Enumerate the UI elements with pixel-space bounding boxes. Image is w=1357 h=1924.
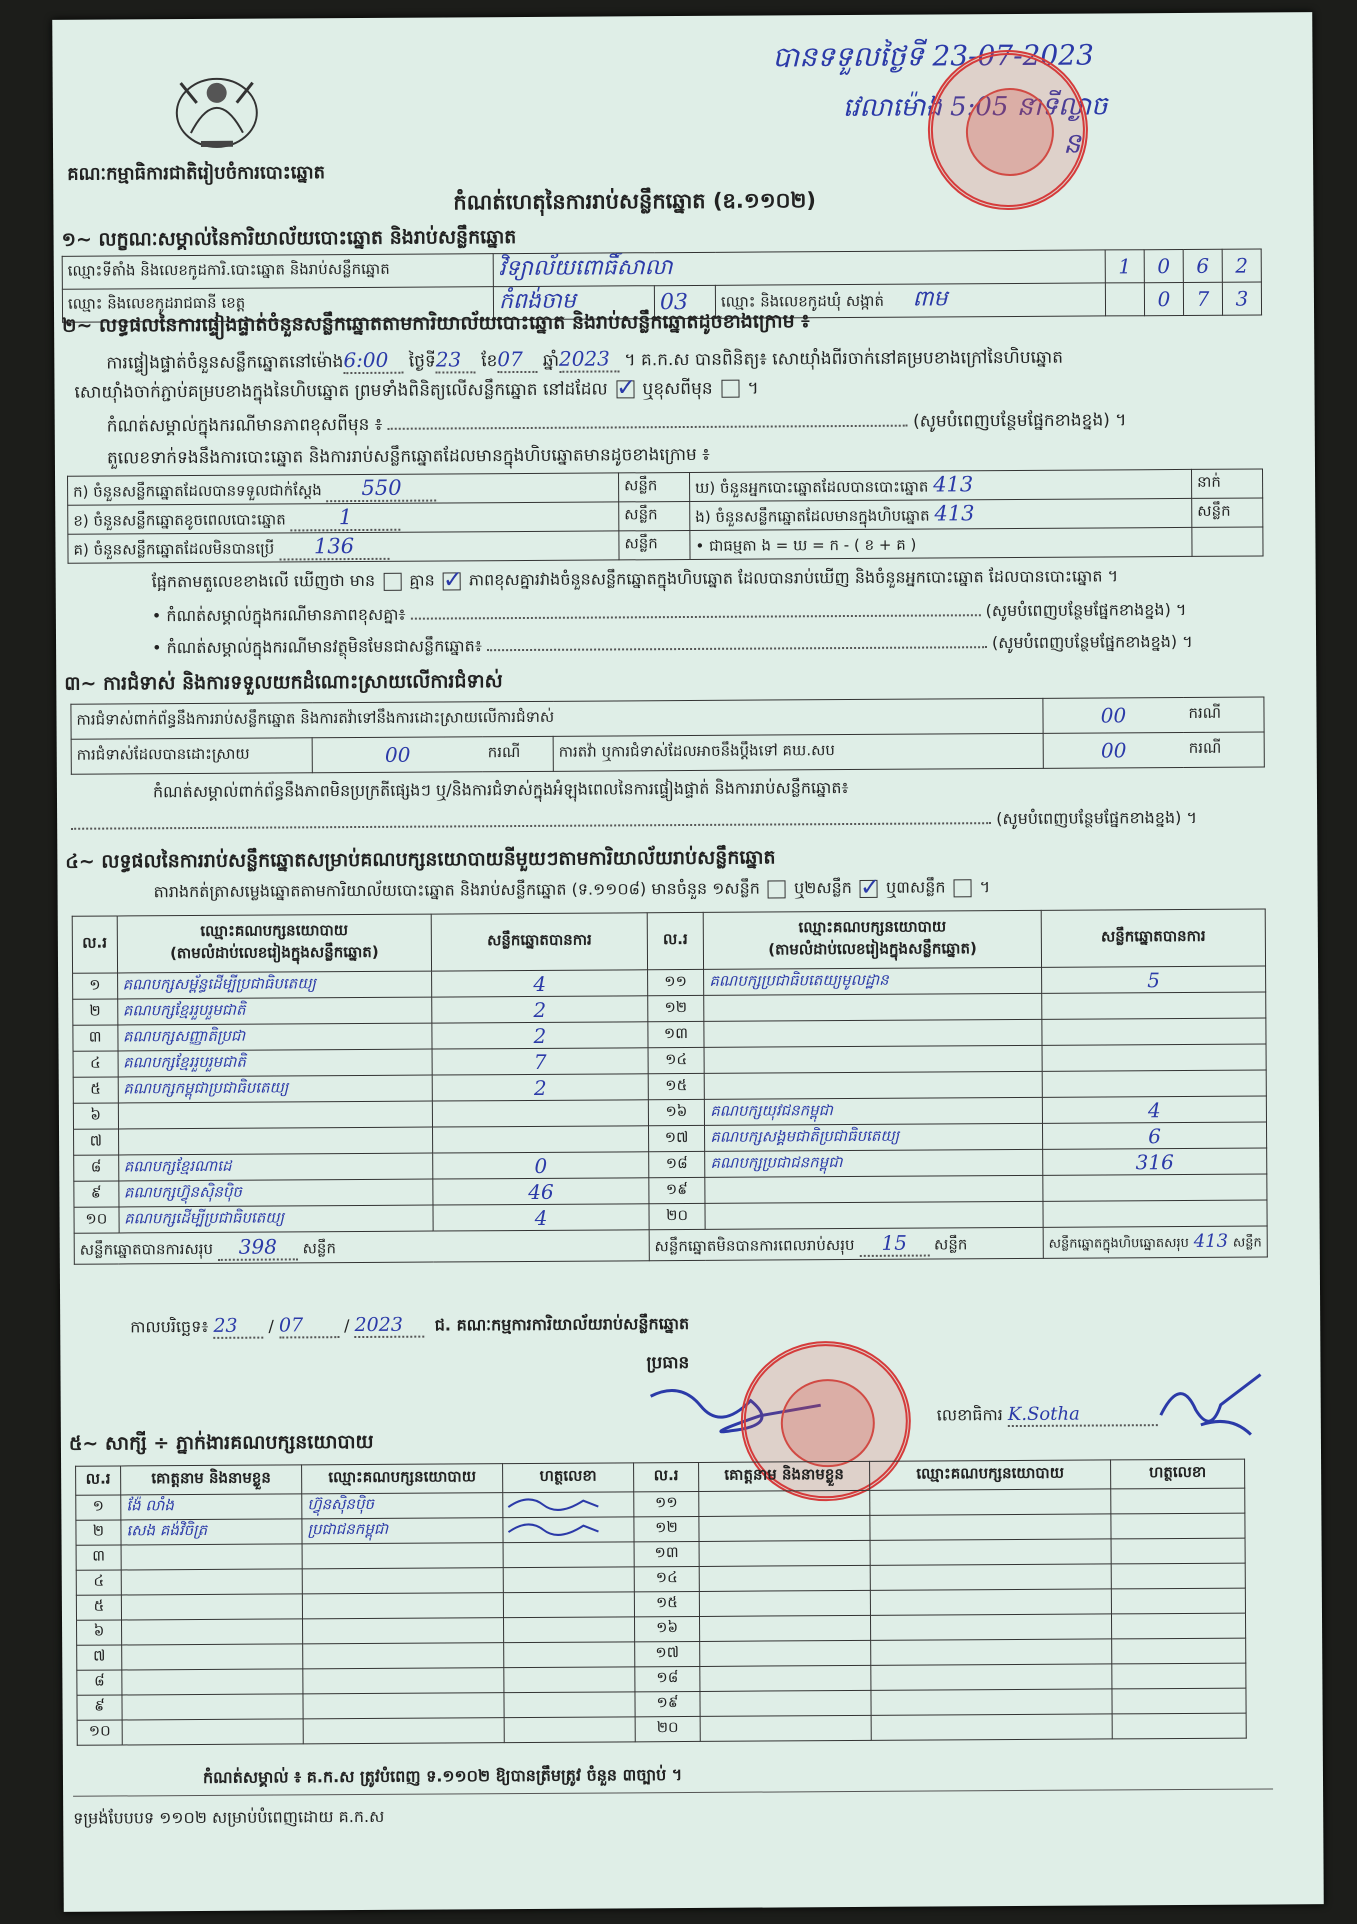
figure-right-value: 413: [934, 500, 975, 525]
objections-value: 00: [1043, 697, 1184, 733]
comparison-text-c: ភាពខុសគ្នារវាងចំនួនសន្លឹកឆ្នោតក្នុងហិបឆ្នោត ដែលបានរាប់ឃើញ និងចំនួនអ្នកបោះឆ្នោត ដែលបានបោះឆ្នោត ។: [468, 566, 1119, 590]
witness-col-sign-left: ហត្ថលេខា: [503, 1463, 634, 1493]
result-votes: 7: [432, 1048, 648, 1075]
objections-unit: ករណី: [1183, 697, 1264, 732]
different-label: ឬខុសពីមុន: [642, 378, 713, 400]
result-no: ១៨: [648, 1151, 705, 1177]
result-party: គណបក្សដើម្បីប្រជាធិបតេយ្យ: [118, 1205, 433, 1233]
date-day: 23: [213, 1315, 263, 1339]
verify-month: 07: [497, 347, 537, 373]
result-no: ១៩: [649, 1177, 706, 1203]
tally-text: តារាងកត់ត្រាសម្លេងឆ្នោតតាមការិយាល័យបោះឆ្នោត និងរាប់សន្លឹកឆ្នោត (ទ.១១០៨) មានចំនួន ១សន្លឹក: [153, 878, 760, 902]
tally-3-checkbox[interactable]: [954, 879, 972, 897]
result-no: ៣: [73, 1025, 118, 1051]
irregularity-hint: (សូមបំពេញបន្ថែមផ្នែកខាងខ្នង) ។: [996, 807, 1198, 829]
verify-year: 2023: [559, 346, 619, 372]
received-time: វេលាម៉ោង 5:05 នាទីល្ងាច: [842, 91, 1108, 124]
form-title: កំណត់ហេតុនៃការរាប់សន្លឹកឆ្នោត (ឧ.១១០២): [453, 188, 817, 215]
witness-party: [870, 1489, 1111, 1515]
result-votes: [1042, 1044, 1266, 1071]
result-party: គណបក្សប្រជាជនកម្ពុជា: [705, 1149, 1043, 1177]
verify-line-1: [106, 342, 1284, 377]
result-no: ២: [73, 999, 118, 1025]
results-col-no-left: ល.រ: [72, 916, 117, 973]
witness-col-party-right: ឈ្មោះគណបក្សនយោបាយ: [870, 1460, 1111, 1490]
witness-no: ៣: [76, 1545, 121, 1570]
witness-sign: [1112, 1638, 1246, 1664]
figure-left-value: 1: [290, 504, 400, 531]
witness-name: [122, 1669, 303, 1695]
witness-no: ២០: [635, 1716, 700, 1741]
witness-party: [870, 1514, 1111, 1540]
date-month: 07: [279, 1314, 339, 1338]
figure-right-cell: [690, 527, 1192, 559]
comparison-line: [152, 564, 1286, 595]
figure-left-unit: សន្លឹក: [619, 530, 690, 559]
result-no: ១២: [647, 995, 704, 1021]
bullet-difference-label: • កំណត់សម្គាល់ក្នុងករណីមានភាពខុសគ្នា៖: [151, 604, 406, 626]
section4-heading: ៤~ លទ្ធផលនៃការរាប់សន្លឹកឆ្នោតសម្រាប់គណបក្សនយោបាយនីមួយៗតាមការិយាល័យរាប់សន្លឹកឆ្នោត: [65, 846, 776, 873]
bullet-difference-field[interactable]: [411, 614, 981, 619]
result-party: [704, 1019, 1042, 1047]
verify-day: 23: [436, 347, 476, 373]
result-no: ៥: [73, 1077, 118, 1103]
witness-col-name-right: គោត្តនាម និងនាមខ្លួន: [699, 1461, 870, 1491]
witness-name: [699, 1565, 870, 1591]
witness-name: [121, 1594, 302, 1620]
results-col-votes-right: សន្លឹកឆ្នោតបានការ: [1041, 909, 1265, 967]
witness-sign: [503, 1517, 634, 1543]
figure-left-value: 136: [279, 533, 389, 560]
results-col-votes-left: សន្លឹកឆ្នោតបានការ: [432, 913, 648, 971]
witness-sign: [1111, 1488, 1245, 1514]
section5-heading: ៥~ សាក្សី ÷ ភ្នាក់ងារគណបក្សនយោបាយ: [68, 1430, 374, 1455]
witness-sign: [1112, 1688, 1246, 1714]
witness-no: ១៨: [635, 1666, 700, 1691]
secretary-label: លេខាធិការ: [936, 1405, 1003, 1425]
figure-right-label: • ជាធម្មតា ង = ឃ = ក - ( ខ + គ ): [695, 535, 917, 555]
difference-note-label: កំណត់សម្គាល់ក្នុងករណីមានភាពខុសពីមុន ៖: [106, 414, 383, 437]
secretary-mark: [1140, 1364, 1270, 1445]
commune-digit-blank: [1105, 283, 1144, 316]
figure-left-cell: [68, 531, 619, 563]
result-no: ៦: [73, 1103, 118, 1129]
result-party: គណបក្សសង្គមជាតិប្រជាធិបតេយ្យ: [705, 1123, 1043, 1151]
verify-text-b: ថ្ងៃទី: [408, 351, 436, 372]
result-party: [704, 993, 1042, 1021]
figure-left-label: ក) ចំនួនសន្លឹកឆ្នោតដែលបានទទួលជាក់ស្តែង: [73, 480, 322, 501]
witness-col-sign-right: ហត្ថលេខា: [1111, 1459, 1245, 1489]
province-code: 03: [654, 285, 715, 318]
location-digit-2: 0: [1144, 249, 1183, 282]
witness-party: [870, 1589, 1111, 1615]
bullet-difference-hint: (សូមបំពេញបន្ថែមផ្នែកខាងខ្នង) ។: [985, 599, 1187, 621]
witness-name: [699, 1490, 870, 1516]
witness-col-party-left: ឈ្មោះគណបក្សនយោបាយ: [302, 1464, 503, 1494]
result-no: ១: [73, 973, 118, 999]
figure-left-cell: [68, 502, 619, 534]
results-col-party-left: [117, 914, 432, 973]
results-col-party-right-sub: (តាមលំដាប់លេខរៀងក្នុងសន្លឹកឆ្នោត): [768, 939, 977, 959]
result-no: ១៥: [648, 1073, 705, 1099]
result-no: ៨: [74, 1155, 119, 1181]
witness-party: [303, 1668, 504, 1694]
witness-no: ១១: [634, 1491, 699, 1516]
result-party: គណបក្សហ៊្វុនស៊ិនប៉ិច: [118, 1179, 433, 1207]
bullet-objects-field[interactable]: [487, 646, 987, 651]
witness-party: [870, 1614, 1111, 1640]
total-valid-label: សន្លឹកឆ្នោតបានការសរុប: [79, 1239, 214, 1259]
figure-left-value: 550: [326, 475, 436, 502]
difference-note-field[interactable]: [388, 425, 908, 430]
witness-table: [75, 1459, 1247, 1746]
witness-col-no-right: ល.រ: [634, 1462, 699, 1491]
figure-right-unit: សន្លឹក: [1192, 498, 1263, 527]
result-votes: 316: [1043, 1148, 1267, 1175]
witness-name: សេង គង់វិចិត្រ: [121, 1519, 302, 1545]
witness-sign: [1111, 1513, 1245, 1539]
date-line: កាលបរិច្ឆេទ៖ 23 / 07 / 2023 ជ. គណៈកម្មការការិយាល័យរាប់សន្លឹកឆ្នោត: [130, 1313, 690, 1337]
tally-2-label: ឬ២សន្លឹក: [794, 877, 852, 898]
result-votes: [433, 1100, 649, 1127]
verify-time: 6:00: [343, 348, 403, 374]
verify-text-e: ។ គ.ក.ស បានពិនិត្យ៖ សោយ៉ាំងពីរចាក់នៅគម្របខាងក្រៅនៃហិបឆ្នោត: [624, 347, 1064, 371]
resolved-unit: ករណី: [483, 736, 554, 771]
total-valid-unit: សន្លឹក: [302, 1238, 336, 1257]
bullet-objects-hint: (សូមបំពេញបន្ថែមផ្នែកខាងខ្នង) ។: [991, 631, 1193, 653]
result-votes: 0: [433, 1152, 649, 1179]
nec-emblem: [170, 63, 263, 156]
witness-no: ១៥: [634, 1591, 699, 1616]
no-difference-checkbox[interactable]: [443, 572, 461, 590]
date-year: 2023: [354, 1314, 424, 1338]
result-no: ១០: [74, 1207, 119, 1233]
witness-sign: [504, 1667, 635, 1693]
committee-label: ជ. គណៈកម្មការការិយាល័យរាប់សន្លឹកឆ្នោត: [434, 1313, 690, 1335]
appeal-unit: ករណី: [1184, 732, 1265, 767]
result-votes: 4: [433, 1204, 649, 1231]
witness-party: [303, 1718, 504, 1744]
witness-no: ៩: [77, 1695, 122, 1720]
irregularity-note: កំណត់សម្គាល់ពាក់ព័ន្ធនឹងភាពមិនប្រក្រតីផ្សេងៗ ឬ/និងការជំទាស់ក្នុងអំឡុងពេលនៃការផ្ទៀងផ្ទាត់ និងការរាប់សន្លឹកឆ្នោត៖: [152, 778, 849, 802]
figure-right-label: ង) ចំនួនសន្លឹកឆ្នោតដែលមានក្នុងហិបឆ្នោត: [695, 506, 930, 526]
tally-2-checkbox[interactable]: [860, 879, 878, 897]
results-col-party-left-title: ឈ្មោះគណបក្សនយោបាយ: [200, 921, 349, 940]
results-col-party-right-title: ឈ្មោះគណបក្សនយោបាយ: [798, 917, 947, 937]
witness-party: [303, 1618, 504, 1644]
witness-sign: [1112, 1713, 1246, 1739]
verify-text-c: ខែ: [481, 351, 498, 372]
result-party: គណបក្សខ្មែររួបរួមជាតិ: [117, 997, 432, 1025]
date-label: កាលបរិច្ឆេទ៖: [130, 1316, 209, 1337]
figure-left-unit: សន្លឹក: [619, 501, 690, 530]
bullet-difference: [152, 598, 1286, 629]
figure-right-cell: [690, 498, 1192, 530]
witness-sign: [504, 1692, 635, 1718]
figure-right-value: 413: [933, 471, 974, 496]
result-no: ១១: [647, 969, 704, 995]
verify-text-d: ឆ្នាំ: [542, 350, 560, 371]
different-checkbox[interactable]: [721, 380, 739, 398]
result-party: [704, 1045, 1042, 1073]
official-stamp-top: [927, 50, 1088, 211]
appeal-label: ការតវ៉ា ឬការជំទាស់ដែលអាចនឹងប្តឹងទៅ គឃ.សប: [553, 733, 1043, 771]
tally-1-checkbox[interactable]: [768, 880, 786, 898]
witness-party: [870, 1539, 1111, 1565]
witness-no: ១០: [77, 1720, 122, 1745]
result-no: ២០: [649, 1203, 706, 1229]
witness-party: [871, 1639, 1112, 1665]
result-votes: 2: [432, 1022, 648, 1049]
witness-party: [302, 1543, 503, 1569]
commune-value: ពាម: [912, 286, 948, 312]
figures-row: [68, 527, 1263, 563]
verify-text-a: ការផ្ទៀងផ្ទាត់ចំនួនសន្លឹកឆ្នោតនៅម៉ោង: [106, 352, 344, 374]
irregularity-field[interactable]: [71, 822, 991, 830]
resolved-label: ការជំទាស់ដែលបានដោះស្រាយ: [71, 738, 312, 774]
objections-label: ការជំទាស់ពាក់ព័ន្ធនឹងការរាប់សន្លឹកឆ្នោត និងការតវ៉ាទៅនឹងការដោះស្រាយលើការជំទាស់: [71, 698, 1043, 739]
commune-label: ឈ្មោះ និងលេខកូដឃុំ សង្កាត់: [720, 291, 885, 311]
witness-name: [122, 1719, 303, 1745]
witness-name: [122, 1694, 303, 1720]
witness-sign: [1111, 1538, 1245, 1564]
results-col-party-right: [703, 910, 1041, 969]
objections-table: [70, 696, 1264, 774]
total-box-unit: សន្លឹក: [1232, 1235, 1262, 1251]
witness-sign: [1111, 1588, 1245, 1614]
witness-no: ១៤: [634, 1566, 699, 1591]
witness-no: ១៣: [634, 1541, 699, 1566]
witness-sign: [503, 1592, 634, 1618]
figures-intro: តួលេខទាក់ទងនឹងការបោះឆ្នោត និងការរាប់សន្លឹកឆ្នោតដែលមានក្នុងហិបឆ្នោតមានដូចខាងក្រោម ៖: [106, 444, 710, 469]
total-box-label: សន្លឹកឆ្នោតក្នុងហិបឆ្នោតសរុប: [1048, 1235, 1189, 1252]
comparison-text-b: គ្មាន: [409, 570, 435, 590]
witness-no: ៥: [76, 1595, 121, 1620]
location-value: វិទ្យាល័យពោធិ៍សាលា: [493, 250, 1105, 287]
witness-name: [122, 1619, 303, 1645]
commune-digit-1: 0: [1144, 282, 1183, 315]
witness-no: ១៧: [635, 1641, 700, 1666]
total-invalid-label: សន្លឹកឆ្នោតមិនបានការពេលរាប់សរុប: [654, 1235, 855, 1255]
result-party: [118, 1101, 433, 1129]
result-votes: 46: [433, 1178, 649, 1205]
result-votes: 2: [433, 1074, 649, 1101]
figure-right-cell: [690, 469, 1192, 501]
verify-line-2: សោយ៉ាំងចាក់ភ្ជាប់គម្របខាងក្នុងនៃហិបឆ្នោត ព្រមទាំងពិនិត្យលើសន្លឹកឆ្នោត នៅដដែល ✓ ឬខុសពីមុន ។: [74, 374, 1284, 406]
result-party: គណបក្សប្រជាធិបតេយ្យមូលដ្ឋាន: [704, 967, 1042, 995]
figure-left-label: គ) ចំនួនសន្លឹកឆ្នោតដែលមិនបានប្រើ: [73, 539, 275, 559]
has-difference-checkbox[interactable]: [383, 572, 401, 590]
chair-label: ប្រធាន: [646, 1352, 690, 1374]
tally-3-label: ឬ៣សន្លឹក: [886, 877, 946, 897]
bullet-objects: [152, 630, 1286, 661]
witness-footnote: កំណត់សម្គាល់ ៖ គ.ក.ស ត្រូវបំពេញ ទ.១១០២ ឱ្យបានត្រឹមត្រូវ ចំនួន ៣ច្បាប់ ។: [202, 1765, 683, 1787]
witness-no: ៧: [77, 1645, 122, 1670]
witness-party: ប្រជាជនកម្ពុជា: [302, 1518, 503, 1544]
same-checkbox[interactable]: [616, 380, 634, 398]
witness-party: [871, 1664, 1112, 1690]
province-label: ឈ្មោះ និងលេខកូដរាជធានី ខេត្ត: [62, 287, 493, 323]
verify-line2-text: សោយ៉ាំងចាក់ភ្ជាប់គម្របខាងក្នុងនៃហិបឆ្នោត ព្រមទាំងពិនិត្យលើសន្លឹកឆ្នោត នៅដដែល: [74, 379, 608, 403]
appeal-value: 00: [1043, 732, 1184, 768]
witness-no: ៤: [76, 1570, 121, 1595]
witness-name: [699, 1540, 870, 1566]
result-no: ៩: [74, 1181, 119, 1207]
witness-no: ៦: [77, 1620, 122, 1645]
location-label: ឈ្មោះទីតាំង និងលេខកូដការិ.បោះឆ្នោត និងរាប់សន្លឹកឆ្នោត: [62, 254, 493, 290]
witness-sign: [1111, 1563, 1245, 1589]
result-no: ១៧: [648, 1125, 705, 1151]
witness-name: [122, 1644, 303, 1670]
result-party: គណបក្សសញ្ញាតិប្រជា: [117, 1023, 432, 1051]
result-party: គណបក្សសម្ព័ន្ធដើម្បីប្រជាធិបតេយ្យ: [117, 971, 432, 999]
resolved-value: 00: [312, 737, 483, 773]
witness-name: [121, 1569, 302, 1595]
witness-sign: [503, 1492, 634, 1518]
witness-name: [700, 1640, 871, 1666]
witness-party: ហ៊្វុនស៊ិនប៉ិច: [302, 1493, 503, 1519]
witness-name: [699, 1590, 870, 1616]
result-no: ១៦: [648, 1099, 705, 1125]
witness-sign: [504, 1617, 635, 1643]
witness-party: [871, 1689, 1112, 1715]
bullet-objects-label: • កំណត់សម្គាល់ក្នុងករណីមានវត្ថុមិនមែនជាសន្លឹកឆ្នោត៖: [152, 636, 482, 658]
tally-line: តារាងកត់ត្រាសម្លេងឆ្នោតតាមការិយាល័យបោះឆ្នោត និងរាប់សន្លឹកឆ្នោត (ទ.១១០៨) មានចំនួន ១សន្លឹក ឬ២សន្លឹក ✓ ឬ៣សន្លឹក ។: [153, 874, 1287, 905]
document-page: [52, 12, 1324, 1912]
result-no: ៤: [73, 1051, 118, 1077]
witness-no: ៨: [77, 1670, 122, 1695]
witness-sign: [1111, 1613, 1245, 1639]
witness-no: ១៦: [634, 1616, 699, 1641]
witness-sign: [504, 1642, 635, 1668]
total-valid-cell: [74, 1230, 649, 1265]
witness-name: ង៉ែ លាំង: [121, 1494, 302, 1520]
result-votes: [1043, 1174, 1267, 1201]
figure-right-unit: នាក់: [1192, 469, 1263, 498]
figure-right-label: ឃ) ចំនួនអ្នកបោះឆ្នោតដែលបានបោះឆ្នោត: [695, 477, 929, 497]
witness-sign: [504, 1717, 635, 1743]
province-value: កំពង់ចាម: [493, 286, 654, 320]
results-table: [72, 908, 1268, 1264]
witness-col-no-left: ល.រ: [76, 1466, 121, 1495]
received-sign: ន: [1062, 126, 1081, 160]
result-votes: [1043, 1200, 1267, 1227]
witness-party: [302, 1593, 503, 1619]
section3-heading: ៣~ ការជំទាស់ និងការទទួលយកដំណោះស្រាយលើការជំទាស់: [64, 670, 503, 695]
difference-note-line: [107, 408, 1285, 440]
figures-table: [67, 468, 1264, 563]
witness-name: [699, 1615, 870, 1641]
results-col-no-right: ល.រ: [647, 912, 704, 969]
org-name: គណៈកម្មាធិការជាតិរៀបចំការបោះឆ្នោត: [67, 162, 326, 185]
result-party: [705, 1175, 1043, 1203]
witness-sign: [503, 1567, 634, 1593]
footer-form-note: ទម្រង់បែបបទ ១១០២ សម្រាប់បំពេញដោយ គ.ក.ស: [73, 1806, 385, 1828]
result-votes: [1042, 992, 1266, 1019]
witness-name: [700, 1715, 871, 1741]
result-party: គណបក្សខ្មែរណាដេ: [118, 1153, 433, 1181]
irregularity-line: [71, 806, 1287, 837]
witness-no: ១៩: [635, 1691, 700, 1716]
result-votes: [433, 1126, 649, 1153]
witness-party: [303, 1693, 504, 1719]
result-no: ៧: [74, 1129, 119, 1155]
location-digit-4: 2: [1222, 249, 1261, 282]
difference-note-hint: (សូមបំពេញបន្ថែមផ្នែកខាងខ្នង) ។: [913, 410, 1127, 432]
result-party: គណបក្សយុវជនកម្ពុជា: [705, 1097, 1043, 1125]
result-no: ១៣: [648, 1021, 705, 1047]
commune-digit-2: 7: [1183, 282, 1222, 315]
witness-party: [303, 1643, 504, 1669]
result-party: គណបក្សកម្ពុជាប្រជាធិបតេយ្យ: [118, 1075, 433, 1103]
witness-name: [700, 1665, 871, 1691]
result-votes: [1042, 1070, 1266, 1097]
total-box-value: 413: [1193, 1230, 1229, 1252]
witness-party: [870, 1564, 1111, 1590]
comparison-text-a: ផ្អែកតាមតួលេខខាងលើ ឃើញថា មាន: [151, 570, 376, 592]
location-digit-3: 6: [1183, 249, 1222, 282]
result-no: ១៤: [648, 1047, 705, 1073]
figure-left-unit: សន្លឹក: [619, 472, 690, 501]
witness-name: [700, 1690, 871, 1716]
witness-name: [121, 1544, 302, 1570]
result-party: [705, 1201, 1043, 1229]
figure-right-unit: [1192, 527, 1263, 556]
witness-name: [699, 1515, 870, 1541]
result-party: គណបក្សខ្មែររួបរួមជាតិ: [118, 1049, 433, 1077]
secretary-line: [937, 1403, 1158, 1428]
witness-party: [871, 1714, 1112, 1740]
figure-left-cell: [68, 473, 619, 505]
total-invalid-unit: សន្លឹក: [933, 1234, 968, 1254]
total-invalid-value: 15: [859, 1230, 929, 1256]
witness-sign: [1112, 1663, 1246, 1689]
results-col-party-left-sub: (តាមលំដាប់លេខរៀងក្នុងសន្លឹកឆ្នោត): [169, 942, 379, 963]
result-votes: 4: [432, 970, 648, 997]
total-box-cell: [1043, 1226, 1267, 1258]
figure-left-label: ខ) ចំនួនសន្លឹកឆ្នោតខូចពេលបោះឆ្នោត: [73, 509, 286, 530]
total-valid-value: 398: [218, 1234, 298, 1260]
witness-signature: [503, 1493, 603, 1514]
section2-heading: ២~ លទ្ធផលនៃការផ្ទៀងផ្ទាត់ចំនួនសន្លឹកឆ្នោតតាមការិយាល័យបោះឆ្នោត និងរាប់សន្លឹកឆ្នោតដូចខាងក្រោម ៖: [62, 310, 810, 337]
result-votes: 4: [1042, 1096, 1266, 1123]
location-digit-1: 1: [1105, 250, 1144, 283]
result-votes: [1042, 1018, 1266, 1045]
total-invalid-cell: [649, 1227, 1043, 1260]
witness-signature: [503, 1518, 603, 1539]
witness-col-name-left: គោត្តនាម និងនាមខ្លួន: [121, 1465, 302, 1495]
result-votes: 5: [1041, 966, 1265, 993]
commune-digit-3: 3: [1222, 282, 1261, 315]
witness-no: ១២: [634, 1516, 699, 1541]
witness-no: ១: [76, 1495, 121, 1520]
received-note: បានទទួលថ្ងៃទី 23-07-2023: [772, 38, 1094, 74]
result-party: [704, 1071, 1042, 1099]
section1-heading: ១~ លក្ខណៈសម្គាល់នៃការិយាល័យបោះឆ្នោត និងរាប់សន្លឹកឆ្នោត: [61, 226, 517, 251]
result-votes: 2: [432, 996, 648, 1023]
witness-party: [302, 1568, 503, 1594]
result-party: [118, 1127, 433, 1155]
result-votes: 6: [1042, 1122, 1266, 1149]
secretary-signature: K.Sotha: [1008, 1403, 1158, 1427]
witness-no: ២: [76, 1520, 121, 1545]
witness-sign: [503, 1542, 634, 1568]
